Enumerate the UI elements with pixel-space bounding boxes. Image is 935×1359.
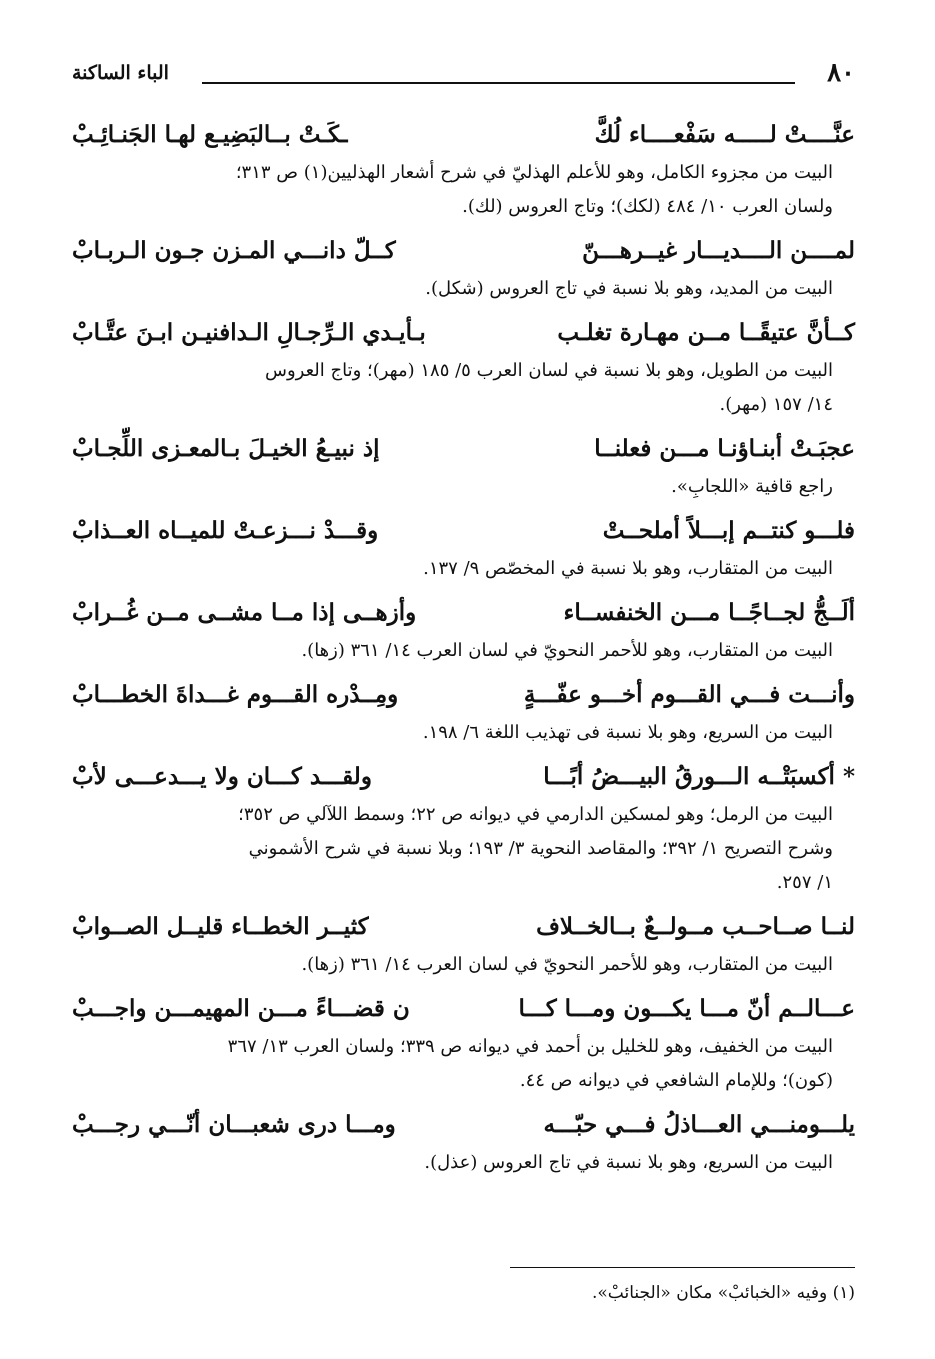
header-rule (202, 82, 795, 84)
verse-first-hemistich: ألَــجُّ لجــاجًــا مـــن الخنفســاء (563, 599, 855, 626)
note-line: البيت من السريع، وهو بلا نسبة فى تهذيب اللغة ٦/ ١٩٨. (422, 722, 833, 743)
note-line: البيت من المتقارب، وهو بلا نسبة في المخصّص ٩/ ١٣٧. (423, 558, 833, 579)
verse-second-hemistich: ومـــا درى شعبـــان أنّـــي رجـــبْ (72, 1111, 396, 1138)
verse-note (72, 1146, 855, 1180)
verse-note (72, 156, 855, 224)
note-line: البيت من المديد، وهو بلا نسبة في تاج العروس (شكل). (425, 278, 833, 299)
verse-first-hemistich: لمــــن الــــديـــار غيــرهـــنّ (582, 237, 855, 264)
verse-first-hemistich: عجبَـتْ أبنـاؤنـا مـــن فعلنــا (594, 435, 855, 462)
verse-line (72, 230, 855, 272)
verse-second-hemistich: كــلّ دانـــي المـزن جـون الـربـابْ (72, 237, 396, 264)
note-line: البيت من الخفيف، وهو للخليل بن أحمد في ديوانه ص ٣٣٩؛ ولسان العرب ١٣/ ٣٦٧ (227, 1036, 833, 1057)
verse-first-hemistich: عـــالــم أنّ مـــا يكـــون ومـــا كـــا (518, 995, 855, 1022)
footnote-rule (510, 1267, 855, 1268)
note-line: راجع قافية «اللجابِ». (671, 476, 833, 497)
verse-line (72, 1104, 855, 1146)
verse-first-hemistich: كــأنَّ عتيقًــا مــن مهـارة تغلـب (557, 319, 855, 346)
verse-second-hemistich: بـأيـدي الـرِّجـالِ الـدافنيـن ابـنَ عتَّـابْ (72, 319, 426, 346)
footnote: (١) وفيه «الخبائبْ» مكان «الجنائبْ». (592, 1283, 855, 1303)
verse-first-hemistich: لنــا صــاحــب مــولــعٌ بــالخــلاف (536, 913, 855, 940)
verse-note (72, 716, 855, 750)
note-line: البيت من السريع، وهو بلا نسبة في تاج العروس (عذل). (424, 1152, 833, 1173)
verse-note (72, 272, 855, 306)
note-line: البيت من المتقارب، وهو للأحمر النحويّ في لسان العرب ١٤/ ٣٦١ (زها). (301, 954, 833, 975)
verse-second-hemistich: ولقـــد كـــان ولا يـــدعـــى لأبْ (72, 763, 372, 790)
verse-first-hemistich: * أكسبَتْــه الـــورقُ البيـــضُ أبًـــا (543, 763, 855, 790)
verse-line (72, 988, 855, 1030)
verse-note (72, 634, 855, 668)
verse-second-hemistich: وقـــدْ نـــزعـتْ للميــاه العــذابْ (72, 517, 379, 544)
verse-note (72, 470, 855, 504)
verse-line (72, 674, 855, 716)
verse-line (72, 906, 855, 948)
verses-list (72, 114, 855, 1186)
note-line: ولسان العرب ١٠/ ٤٨٤ (لكك)؛ وتاج العروس (لك). (462, 196, 833, 217)
verse-second-hemistich: ن قضـــاءً مـــن المهيمـــن واجـــبْ (72, 995, 410, 1022)
verse-line (72, 756, 855, 798)
verse-line (72, 114, 855, 156)
verse-note (72, 948, 855, 982)
verse-note (72, 354, 855, 422)
verse-first-hemistich: يلـــومنـــي العـــاذلُ فـــي حبّـــه (543, 1111, 855, 1138)
note-line: البيت من الرمل؛ وهو لمسكين الدارمي في ديوانه ص ٢٢؛ وسمط اللآلي ص ٣٥٢؛ (238, 804, 833, 825)
verse-line (72, 312, 855, 354)
note-line: وشرح التصريح ١/ ٣٩٢؛ والمقاصد النحوية ٣/ ١٩٣؛ وبلا نسبة في شرح الأشموني (248, 838, 833, 859)
verse-second-hemistich: ومِــدْره القـــوم غـــداةَ الخطـــابْ (72, 681, 399, 708)
verse-second-hemistich: إذ نبيـعُ الخيـلَ بـالمعـزى اللِّجـابْ (72, 435, 380, 462)
note-line: (كون)؛ وللإمام الشافعي في ديوانه ص ٤٤. (519, 1070, 833, 1091)
verse-first-hemistich: وأنـــت فـــي القـــوم أخـــو عفّـــةٍ (523, 681, 855, 708)
verse-first-hemistich: عنَّــــتْ لـــــه سَفْعــــاء لُكَّ (594, 121, 855, 148)
verse-note (72, 798, 855, 900)
verse-line (72, 428, 855, 470)
note-line: ١/ ٢٥٧. (776, 872, 833, 893)
note-line: ١٤/ ١٥٧ (مهر). (719, 394, 833, 415)
page-header (72, 58, 855, 94)
verse-note (72, 552, 855, 586)
running-title: الباء الساكنة (72, 62, 169, 84)
note-line: البيت من المتقارب، وهو للأحمر النحويّ في لسان العرب ١٤/ ٣٦١ (زها). (301, 640, 833, 661)
verse-line (72, 510, 855, 552)
note-line: البيت من مجزوء الكامل، وهو للأعلم الهذليّ في شرح أشعار الهذليين(١) ص ٣١٣؛ (235, 162, 833, 183)
verse-note (72, 1030, 855, 1098)
verse-first-hemistich: فلـــو كنتــم إبـــلاً أملحــتْ (602, 517, 855, 544)
verse-second-hemistich: كثيــر الخطــاء قليــل الصــوابْ (72, 913, 369, 940)
verse-second-hemistich: ـكَـتْ بــالبَضِيـع لهـا الجَنـائِـبْ (72, 121, 348, 148)
verse-line (72, 592, 855, 634)
page-number: ٨٠ (827, 58, 855, 88)
verse-second-hemistich: وأزهــى إذا مــا مشــى مــن غُــرابْ (72, 599, 417, 626)
note-line: البيت من الطويل، وهو بلا نسبة في لسان العرب ٥/ ١٨٥ (مهر)؛ وتاج العروس (264, 360, 833, 381)
